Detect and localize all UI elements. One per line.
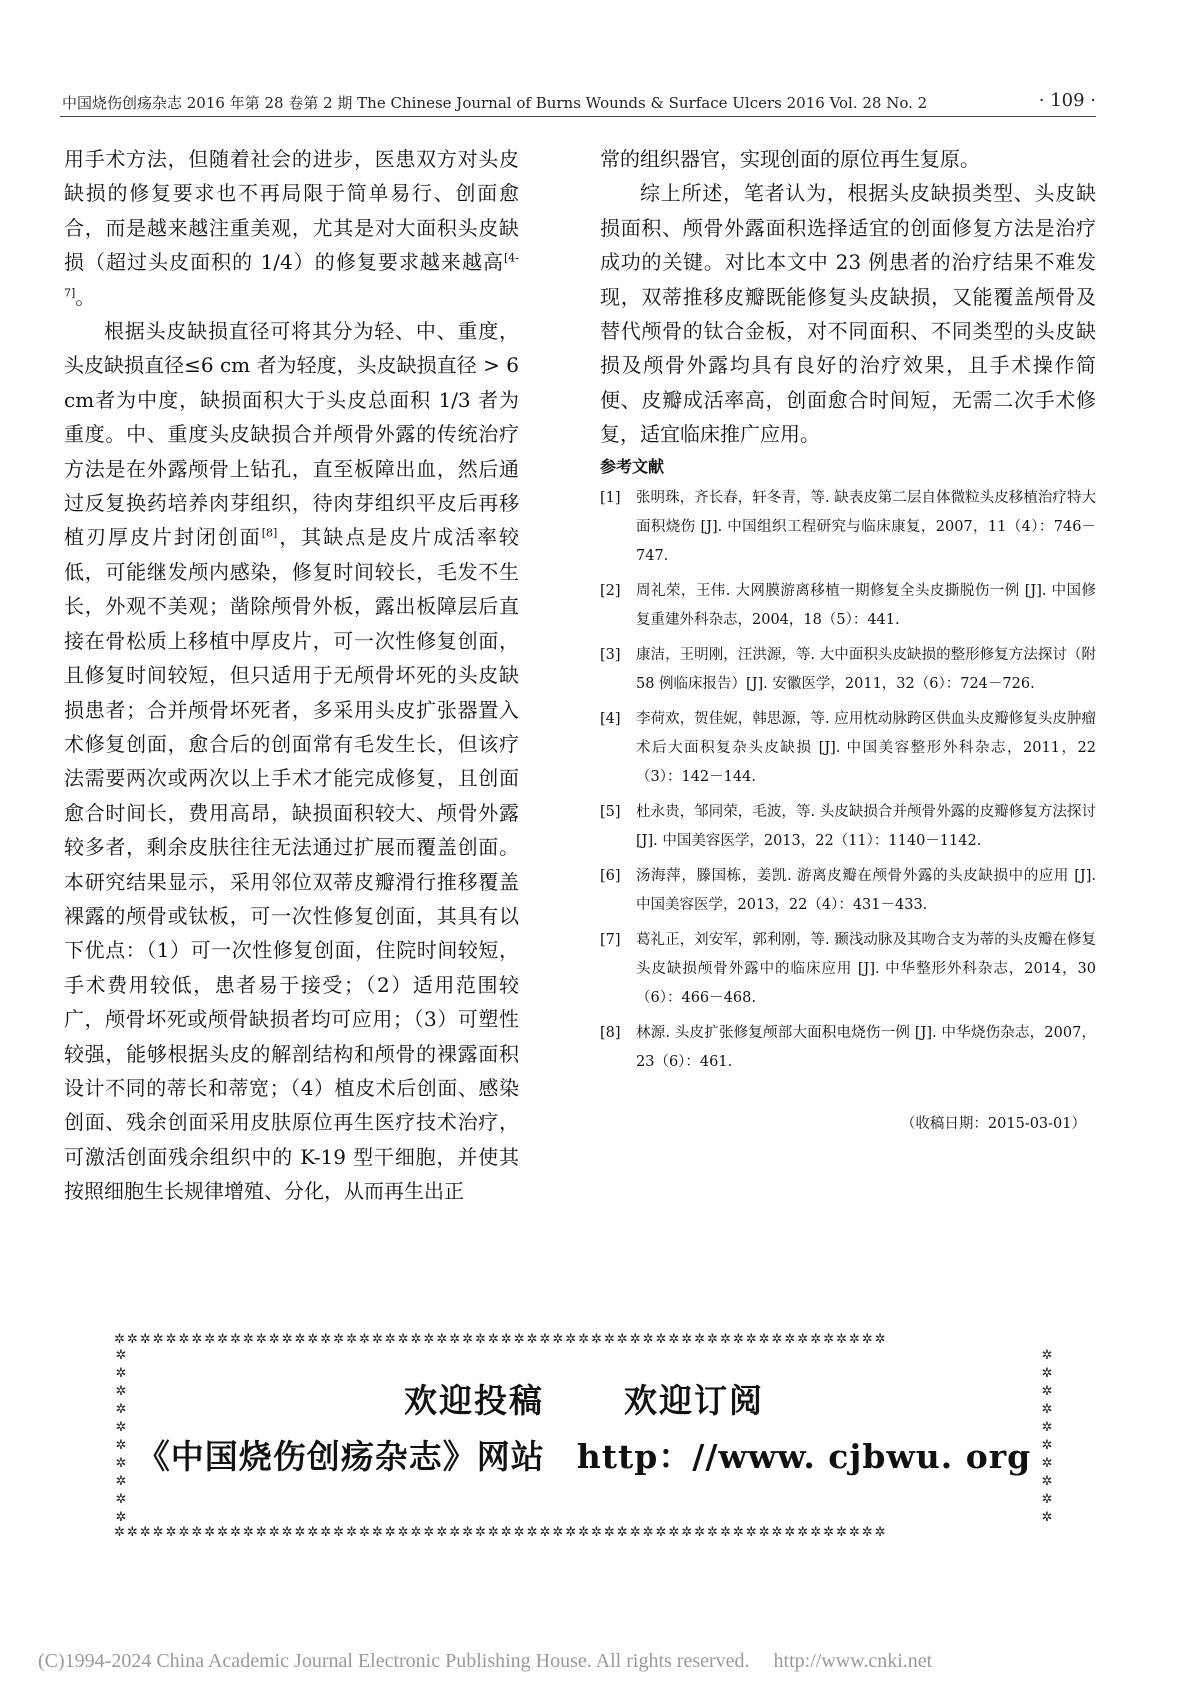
right-column <box>600 142 1096 1141</box>
decorative-border-left: ✲ ✲ ✲ ✲ ✲ ✲ ✲ ✲ ✲ ✲ <box>115 1348 127 1525</box>
reference-item <box>600 705 1096 792</box>
reference-text: 林源. 头皮扩张修复颅部大面积电烧伤一例 [J]. 中华烧伤杂志，2007，23（6）：461. <box>636 1024 1096 1070</box>
copyright-text: (C)1994-2024 China Academic Journal Electronic Publishing House. All rights reserved. <box>38 1650 750 1672</box>
journal-citation: 中国烧伤创疡杂志 2016 年第 28 卷第 2 期 The Chinese Journal of Burns Wounds & Surface Ulcers 2016 Vol. 28 No. 2 <box>62 94 928 112</box>
welcome-submission: 欢迎投稿 <box>404 1381 544 1420</box>
reference-index: [6] <box>600 867 621 884</box>
reference-text: 杜永贵，邹同荣，毛波，等. 头皮缺损合并颅骨外露的皮瓣修复方法探讨 [J]. 中国美容医学，2013，22（11）：1140－1142. <box>636 803 1096 849</box>
cnki-link[interactable]: http://www.cnki.net <box>773 1650 933 1672</box>
paragraph: 综上所述，笔者认为，根据头皮缺损类型、头皮缺损面积、颅骨外露面积选择适宜的创面修复方法是治疗成功的关键。对比本文中 23 例患者的治疗结果不难发现，双蒂推移皮瓣既能修复头皮缺损，又能覆盖颅骨及替代颅骨的钛合金板，对不同面积、不同类型的头皮缺损及颅骨外露均具有良好的治疗效果，且手术操作简便、皮瓣成活率高，创面愈合时间短，无需二次手术修复，适宜临床推广应用。 <box>600 181 1096 447</box>
subscription-notice <box>114 1333 1054 1540</box>
decorative-border-right: ✲ ✲ ✲ ✲ ✲ ✲ ✲ ✲ ✲ ✲ <box>1041 1348 1053 1525</box>
reference-list <box>600 484 1096 1077</box>
reference-index: [5] <box>600 803 621 820</box>
page-number: · 109 · <box>1038 90 1096 111</box>
reference-index: [3] <box>600 646 621 663</box>
reference-text: 周礼荣，王伟. 大网膜游离移植一期修复全头皮撕脱伤一例 [J]. 中国修复重建外科杂志，2004，18（5）：441. <box>636 582 1096 628</box>
website-url[interactable]: http：//www. cjbwu. org <box>576 1437 1032 1476</box>
copyright-footer <box>38 1650 1168 1673</box>
citation: [8] <box>261 526 278 540</box>
reference-item <box>600 1019 1096 1077</box>
received-date: （收稿日期：2015-03-01） <box>900 1115 1086 1132</box>
notice-website <box>114 1431 1054 1478</box>
reference-text: 李荷欢，贺佳妮，韩思源，等. 应用枕动脉跨区供血头皮瓣修复头皮肿瘤术后大面积复杂头皮缺损 [J]. 中国美容整形外科杂志，2011，22（3）：142－144. <box>636 710 1096 785</box>
paragraph: 根据头皮缺损直径可将其分为轻、中、重度，头皮缺损直径≤6 cm 者为轻度，头皮缺损直径 > 6 cm者为中度，缺损面积大于头皮总面积 1/3 者为重度。中、重度头皮缺损合并颅骨外露的传统治疗方法是在外露颅骨上钻孔，直至板障出血，然后通过反复换药培养肉芽组织，待肉芽组织平皮后再移植刃厚皮片封闭创面[8]，其缺点是皮片成活率较低，可能继发颅内感染，修复时间较长，毛发不生长，外观不美观；凿除颅骨外板，露出板障层后直接在骨松质上移植中厚皮片，可一次性修复创面，且修复时间较短，但只适用于无颅骨坏死的头皮缺损患者；合并颅骨坏死者，多采用头皮扩张器置入术修复创面，愈合后的创面常有毛发生长，但该疗法需要两次或两次以上手术才能完成修复，且创面愈合时间长，费用高昂，缺损面积较大、颅骨外露较多者，剩余皮肤往往无法通过扩展而覆盖创面。本研究结果显示，采用邻位双蒂皮瓣滑行推移覆盖裸露的颅骨或钛板，可一次性修复创面，其具有以下优点：（1）可一次性修复创面，住院时间较短，手术费用较低，患者易于接受；（2）适用范围较广，颅骨坏死或颅骨缺损者均可应用；（3）可塑性较强，能够根据头皮的解剖结构和颅骨的裸露面积设计不同的蒂长和蒂宽；（4）植皮术后创面、感染创面、残余创面采用皮肤原位再生医疗技术治疗，可激活创面残余组织中的 K-19 型干细胞，并使其按照细胞生长规律增殖、分化，从而再生出正 <box>64 319 520 1204</box>
reference-index: [7] <box>600 931 621 948</box>
reference-index: [2] <box>600 582 621 599</box>
reference-item <box>600 926 1096 1013</box>
paragraph: 用手术方法，但随着社会的进步，医患双方对头皮缺损的修复要求也不再局限于简单易行、创面愈合，而是越来越注重美观，尤其是对大面积头皮缺损（超过头皮面积的 1/4）的修复要求越来越高[4-7]。 <box>64 147 519 309</box>
references-heading: 参考文献 <box>600 456 665 476</box>
decorative-border-top: ✲✲✲✲✲✲✲✲✲✲✲✲✲✲✲✲✲✲✲✲✲✲✲✲✲✲✲✲✲✲✲✲✲✲✲✲✲✲✲✲✲✲✲✲✲✲✲✲✲✲✲✲✲✲✲✲✲✲✲✲ <box>114 1333 888 1347</box>
header-rule <box>60 116 1096 117</box>
reference-item <box>600 862 1096 920</box>
reference-item <box>600 484 1096 571</box>
reference-item <box>600 641 1096 699</box>
reference-index: [8] <box>600 1024 621 1041</box>
reference-text: 张明珠，齐长春，轩冬青，等. 缺表皮第二层自体微粒头皮移植治疗特大面积烧伤 [J]. 中国组织工程研究与临床康复，2007，11（4）：746－747. <box>636 489 1096 564</box>
reference-text: 康洁，王明刚，汪洪源，等. 大中面积头皮缺损的整形修复方法探讨（附 58 例临床报告）[J]. 安徽医学，2011，32（6）：724－726. <box>636 646 1096 692</box>
reference-index: [1] <box>600 489 621 506</box>
reference-text: 汤海萍，滕国栋，姜凯. 游离皮瓣在颅骨外露的头皮缺损中的应用 [J]. 中国美容医学，2013，22（4）：431－433. <box>636 867 1096 913</box>
reference-text: 葛礼正，刘安军，郭利刚，等. 颞浅动脉及其吻合支为蒂的头皮瓣在修复头皮缺损颅骨外露中的临床应用 [J]. 中华整形外科杂志，2014，30（6）：466－468. <box>636 931 1096 1006</box>
reference-index: [4] <box>600 710 621 727</box>
left-column <box>64 142 519 1209</box>
decorative-border-bottom: ✲✲✲✲✲✲✲✲✲✲✲✲✲✲✲✲✲✲✲✲✲✲✲✲✲✲✲✲✲✲✲✲✲✲✲✲✲✲✲✲✲✲✲✲✲✲✲✲✲✲✲✲✲✲✲✲✲✲✲✲ <box>114 1526 888 1540</box>
website-label: 《中国烧伤创疡杂志》网站 <box>136 1437 545 1476</box>
reference-item <box>600 577 1096 635</box>
notice-welcome <box>114 1375 1054 1422</box>
citation: [4-7] <box>64 251 519 299</box>
reference-item <box>600 798 1096 856</box>
welcome-subscription: 欢迎订阅 <box>624 1381 764 1420</box>
paragraph: 常的组织器官，实现创面的原位再生复原。 <box>600 147 980 171</box>
